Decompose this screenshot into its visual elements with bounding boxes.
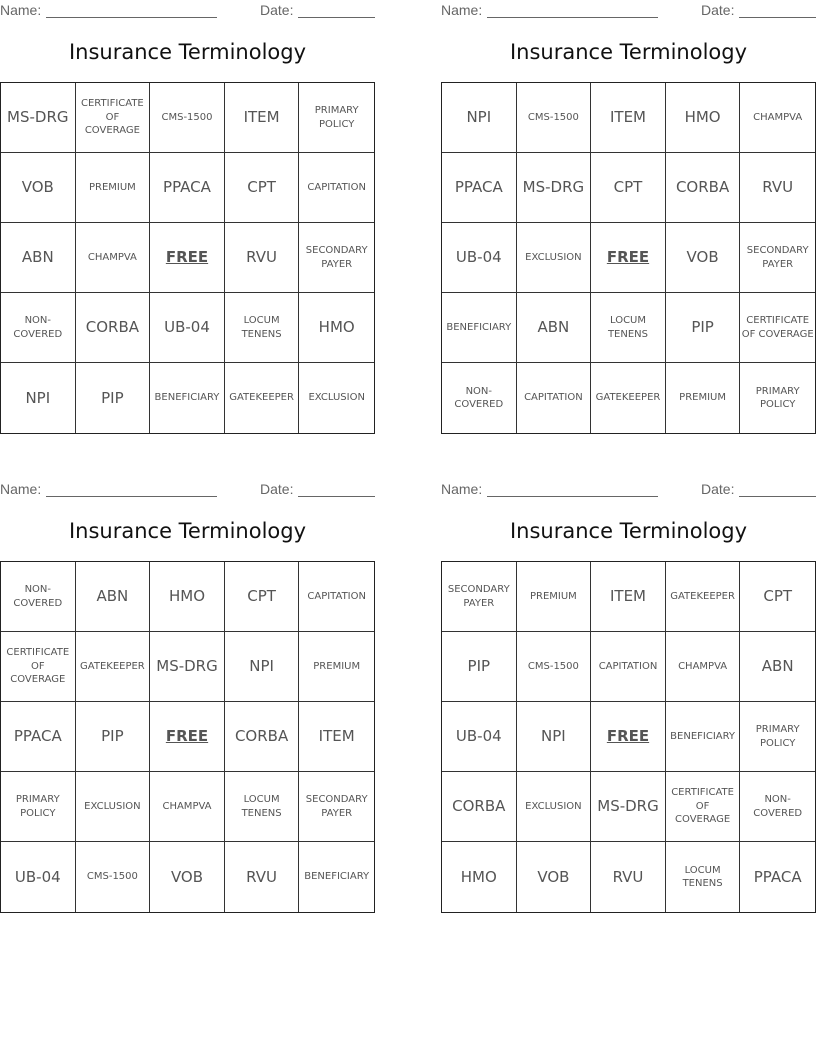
bingo-grid <box>0 82 375 434</box>
bingo-cell: CERTIFICATE OF COVERAGE <box>76 83 151 153</box>
bingo-cell: HMO <box>299 293 374 363</box>
bingo-cell: PRIMARY POLICY <box>299 83 374 153</box>
date-label: Date: <box>701 2 735 18</box>
bingo-cell: ABN <box>1 223 76 293</box>
card-header <box>441 2 816 20</box>
bingo-cell: EXCLUSION <box>517 223 592 293</box>
bingo-cell: RVU <box>740 153 815 223</box>
card-header <box>0 481 375 499</box>
date-label: Date: <box>260 2 294 18</box>
bingo-cell: PPACA <box>442 153 517 223</box>
bingo-cell: PREMIUM <box>299 632 374 702</box>
bingo-cell: CMS-1500 <box>150 83 225 153</box>
bingo-cell: ITEM <box>591 562 666 632</box>
bingo-grid <box>441 561 816 913</box>
bingo-cell: CERTIFICATE OF COVERAGE <box>1 632 76 702</box>
date-label: Date: <box>260 481 294 497</box>
bingo-cell: MS-DRG <box>517 153 592 223</box>
bingo-cell: NPI <box>517 702 592 772</box>
bingo-cell: GATEKEEPER <box>591 363 666 433</box>
bingo-cell: ITEM <box>299 702 374 772</box>
free-space: FREE <box>150 223 225 293</box>
bingo-cell: SECONDARY PAYER <box>299 772 374 842</box>
bingo-cell: CPT <box>740 562 815 632</box>
bingo-cell: NON-COVERED <box>740 772 815 842</box>
bingo-grid <box>441 82 816 434</box>
name-blank <box>487 17 658 18</box>
bingo-cell: CHAMPVA <box>150 772 225 842</box>
date-blank <box>739 17 816 18</box>
name-label: Name: <box>441 481 483 497</box>
bingo-cell: NPI <box>442 83 517 153</box>
bingo-cell: CAPITATION <box>299 153 374 223</box>
bingo-cell: MS-DRG <box>150 632 225 702</box>
bingo-cell: EXCLUSION <box>308 392 365 404</box>
name-blank <box>46 496 217 497</box>
bingo-cell: RVU <box>225 223 300 293</box>
bingo-cell: GATEKEEPER <box>666 562 741 632</box>
date-label: Date: <box>701 481 735 497</box>
bingo-cell: CERTIFICATE OF COVERAGE <box>740 293 815 363</box>
bingo-cell: BENEFICIARY <box>666 702 741 772</box>
bingo-cell: HMO <box>442 842 517 912</box>
date-blank <box>298 17 375 18</box>
bingo-cell: PPACA <box>1 702 76 772</box>
bingo-cell: CORBA <box>76 293 151 363</box>
bingo-cell: UB-04 <box>150 293 225 363</box>
bingo-cell: BENEFICIARY <box>442 293 517 363</box>
bingo-cell: CORBA <box>442 772 517 842</box>
name-blank <box>487 496 658 497</box>
bingo-cell: PIP <box>76 702 151 772</box>
bingo-cell: CAPITATION <box>517 363 592 433</box>
bingo-cell: PRIMARY POLICY <box>1 772 76 842</box>
bingo-cell: SECONDARY PAYER <box>740 223 815 293</box>
card-header <box>0 2 375 20</box>
bingo-cell: BENEFICIARY <box>150 363 225 433</box>
bingo-cell: CHAMPVA <box>740 83 815 153</box>
bingo-cell: NPI <box>1 363 76 433</box>
bingo-cell: CAPITATION <box>299 562 374 632</box>
bingo-cell: SECONDARY PAYER <box>442 562 517 632</box>
bingo-cell: ITEM <box>591 83 666 153</box>
name-label: Name: <box>0 481 42 497</box>
bingo-cell: RVU <box>591 842 666 912</box>
name-label: Name: <box>0 2 42 18</box>
bingo-cell: NON-COVERED <box>442 363 517 433</box>
bingo-cell: PRIMARY POLICY <box>755 385 800 410</box>
bingo-cell: HMO <box>150 562 225 632</box>
bingo-cell: CMS-1500 <box>517 83 592 153</box>
date-blank <box>739 496 816 497</box>
bingo-cell: LOCUM TENENS <box>225 293 300 363</box>
card-title: Insurance Terminology <box>509 40 748 64</box>
card-title: Insurance Terminology <box>68 40 307 64</box>
bingo-cell: PIP <box>666 293 741 363</box>
bingo-cell: GATEKEEPER <box>225 363 300 433</box>
card-header <box>441 481 816 499</box>
bingo-cell: CMS-1500 <box>76 842 151 912</box>
bingo-cell: NON-COVERED <box>1 293 76 363</box>
bingo-cell: CPT <box>225 153 300 223</box>
bingo-cell: LOCUM TENENS <box>591 293 666 363</box>
free-space: FREE <box>150 702 225 772</box>
bingo-cell: PIP <box>76 363 151 433</box>
bingo-cell: PREMIUM <box>517 562 592 632</box>
bingo-cell: NON-COVERED <box>1 562 76 632</box>
bingo-cell: CPT <box>225 562 300 632</box>
date-blank <box>298 496 375 497</box>
bingo-grid <box>0 561 375 913</box>
bingo-cell: MS-DRG <box>1 83 76 153</box>
bingo-cell: PPACA <box>753 867 802 886</box>
bingo-cell: EXCLUSION <box>76 772 151 842</box>
bingo-cell: CERTIFICATE OF COVERAGE <box>666 772 741 842</box>
bingo-cell: MS-DRG <box>591 772 666 842</box>
bingo-cell: UB-04 <box>442 223 517 293</box>
bingo-cell: PPACA <box>150 153 225 223</box>
card-title: Insurance Terminology <box>68 519 307 543</box>
card-title: Insurance Terminology <box>509 519 748 543</box>
bingo-cell: VOB <box>666 223 741 293</box>
bingo-cell: CORBA <box>225 702 300 772</box>
bingo-cell: CHAMPVA <box>666 632 741 702</box>
bingo-cell: CHAMPVA <box>76 223 151 293</box>
bingo-cell: SECONDARY PAYER <box>299 223 374 293</box>
name-blank <box>46 17 217 18</box>
bingo-cell: VOB <box>150 842 225 912</box>
bingo-cell: CMS-1500 <box>517 632 592 702</box>
free-space: FREE <box>591 702 666 772</box>
bingo-cell: EXCLUSION <box>517 772 592 842</box>
bingo-cell: ABN <box>76 562 151 632</box>
bingo-cell: LOCUM TENENS <box>225 772 300 842</box>
bingo-cell: ABN <box>517 293 592 363</box>
bingo-cell: NPI <box>225 632 300 702</box>
bingo-cell: GATEKEEPER <box>76 632 151 702</box>
bingo-cell: CAPITATION <box>591 632 666 702</box>
bingo-cell: VOB <box>517 842 592 912</box>
bingo-cell: PRIMARY POLICY <box>740 702 815 772</box>
bingo-cell: HMO <box>666 83 741 153</box>
bingo-cell: RVU <box>225 842 300 912</box>
bingo-cell: ABN <box>740 632 815 702</box>
bingo-cell: PREMIUM <box>76 153 151 223</box>
bingo-cell: LOCUM TENENS <box>666 842 741 912</box>
bingo-cell: BENEFICIARY <box>304 871 370 883</box>
bingo-cell: CPT <box>591 153 666 223</box>
bingo-cell: PREMIUM <box>666 363 741 433</box>
bingo-cell: VOB <box>1 153 76 223</box>
bingo-cell: UB-04 <box>1 842 76 912</box>
free-space: FREE <box>591 223 666 293</box>
bingo-cell: UB-04 <box>442 702 517 772</box>
bingo-cell: CORBA <box>666 153 741 223</box>
bingo-cell: ITEM <box>225 83 300 153</box>
bingo-cell: PIP <box>442 632 517 702</box>
name-label: Name: <box>441 2 483 18</box>
